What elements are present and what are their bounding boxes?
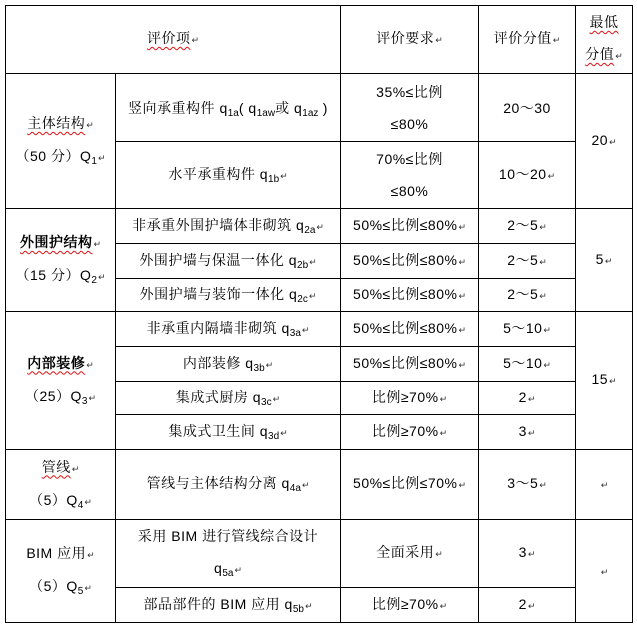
- item-label-text: ): [318, 99, 328, 116]
- requirement-text: 比例≥70%: [371, 388, 439, 405]
- min-score-cell[interactable]: [576, 520, 633, 623]
- requirement-text: 全面采用: [376, 544, 435, 560]
- paragraph-mark: ↵: [458, 360, 466, 371]
- paragraph-mark: ↵: [527, 428, 536, 439]
- score-value: 3: [518, 422, 527, 439]
- item-label-text: 水平承重构件 q: [168, 165, 269, 182]
- paragraph-mark: ↵: [301, 325, 310, 336]
- paragraph-mark: ↵: [308, 291, 317, 302]
- header-requirement-cell[interactable]: [341, 6, 479, 74]
- item-label-cell[interactable]: [116, 347, 341, 382]
- header-item-label: 评价项: [146, 30, 191, 46]
- item-label-subscript: 3d: [268, 430, 280, 442]
- item-label-cell[interactable]: [116, 312, 341, 347]
- score-cell[interactable]: [479, 347, 576, 382]
- min-score-value: 20: [591, 131, 609, 148]
- paragraph-mark: ↵: [458, 481, 466, 491]
- paragraph-mark: ↵: [304, 601, 313, 612]
- item-label-cell[interactable]: [116, 415, 341, 450]
- group-name: BIM 应用: [26, 545, 87, 561]
- item-label-text: 非承重内隔墙非砌筑 q: [146, 319, 290, 336]
- group-cell-envelope-structure[interactable]: [6, 209, 116, 312]
- paragraph-mark: ↵: [458, 222, 466, 233]
- group-points: （50 分）Q: [15, 148, 92, 164]
- requirement-cell[interactable]: [341, 588, 479, 623]
- requirement-cell[interactable]: [341, 450, 479, 520]
- requirement-text: ≤80%: [390, 115, 429, 132]
- paragraph-mark: ↵: [458, 325, 466, 336]
- requirement-text: 50%≤比例≤80%: [353, 319, 458, 336]
- requirement-text: 50%≤比例≤80%: [353, 285, 458, 302]
- paragraph-mark: ↵: [543, 325, 551, 336]
- item-label-cell[interactable]: [116, 520, 341, 588]
- requirement-cell[interactable]: [341, 209, 479, 244]
- min-score-cell[interactable]: [576, 74, 633, 209]
- item-label-subscript: 3c: [261, 396, 272, 408]
- min-score-cell[interactable]: [576, 312, 633, 450]
- group-points: （25）Q: [24, 387, 82, 404]
- group-points: （15 分）Q: [15, 267, 92, 283]
- item-label-subscript: 1b: [268, 173, 280, 185]
- item-label-subscript: 3a: [289, 327, 301, 339]
- score-cell[interactable]: [479, 142, 576, 209]
- item-label-text: 管线与主体结构分离 q: [146, 475, 290, 491]
- paragraph-mark: ↵: [191, 36, 200, 46]
- table-row: [6, 209, 633, 244]
- group-index: 4: [77, 499, 84, 511]
- paragraph-mark: ↵: [97, 273, 106, 283]
- score-cell[interactable]: [479, 520, 576, 588]
- score-value: 5～10: [503, 354, 543, 371]
- requirement-text: 50%≤比例≤80%: [353, 251, 458, 268]
- requirement-text: 50%≤比例≤80%: [353, 216, 458, 233]
- item-label-subscript: 2c: [297, 293, 308, 305]
- min-score-cell[interactable]: [576, 209, 633, 312]
- header-min-score-cell[interactable]: [576, 6, 633, 74]
- item-label-subscript: 2b: [297, 259, 309, 271]
- score-value: 10～20: [498, 165, 547, 182]
- table-row: [6, 312, 633, 347]
- table-row: [6, 74, 633, 142]
- score-value: 2～5: [507, 285, 539, 302]
- item-label-text: 集成式厨房 q: [175, 388, 262, 405]
- paragraph-mark: ↵: [527, 394, 536, 405]
- paragraph-mark: ↵: [86, 360, 94, 371]
- item-label-cell[interactable]: [116, 450, 341, 520]
- item-label-text: 或 q: [275, 99, 303, 116]
- paragraph-mark: ↵: [539, 222, 547, 233]
- group-index: 2: [91, 275, 97, 286]
- paragraph-mark: ↵: [301, 481, 310, 491]
- paragraph-mark: ↵: [265, 360, 274, 371]
- item-label-text: 竖向承重构件 q: [128, 99, 228, 116]
- paragraph-mark: ↵: [88, 393, 97, 404]
- item-label-text: 采用 BIM 进行管线综合设计: [137, 528, 319, 544]
- score-value: 3: [518, 544, 527, 560]
- score-cell[interactable]: [479, 279, 576, 312]
- requirement-cell[interactable]: [341, 520, 479, 588]
- item-label-text: 部品部件的 BIM 应用 q: [143, 595, 293, 612]
- paragraph-mark: ↵: [435, 36, 443, 46]
- score-cell[interactable]: [479, 588, 576, 623]
- group-points: （5）Q: [29, 578, 78, 594]
- score-cell[interactable]: [479, 382, 576, 415]
- paragraph-mark: ↵: [552, 36, 561, 46]
- group-cell-main-structure[interactable]: [6, 74, 116, 209]
- item-label-text: 非承重外围护墙体非砌筑 q: [132, 216, 305, 233]
- requirement-text: ≤80%: [390, 183, 429, 199]
- requirement-text: 50%≤比例≤70%: [353, 475, 458, 491]
- score-cell[interactable]: [479, 415, 576, 450]
- requirement-cell[interactable]: [341, 415, 479, 450]
- paragraph-mark: ↵: [439, 601, 448, 612]
- requirement-text: 50%≤比例≤80%: [353, 354, 458, 371]
- score-cell[interactable]: [479, 312, 576, 347]
- item-label-cell[interactable]: [116, 279, 341, 312]
- group-name: 管线: [41, 458, 71, 475]
- item-label-text: 外围护墙与保温一体化 q: [139, 251, 298, 268]
- paragraph-mark: ↵: [84, 584, 92, 594]
- paragraph-mark: ↵: [547, 171, 556, 182]
- paragraph-mark: ↵: [93, 240, 102, 250]
- score-value: 3～5: [507, 475, 539, 491]
- group-points: （5）Q: [29, 491, 78, 508]
- paragraph-mark: ↵: [309, 257, 317, 268]
- group-index: 1: [91, 156, 97, 167]
- requirement-cell[interactable]: [341, 347, 479, 382]
- item-label-text: ( q: [238, 99, 257, 116]
- header-min-score-label: 分值: [585, 46, 615, 62]
- item-label-subscript: 1aw: [256, 107, 276, 119]
- group-name: 外围护结构: [19, 234, 93, 250]
- header-score-cell[interactable]: [479, 6, 576, 74]
- min-score-cell[interactable]: [576, 450, 633, 520]
- score-value: 5～10: [503, 319, 543, 336]
- paragraph-mark: ↵: [84, 497, 92, 508]
- item-label-cell[interactable]: [116, 382, 341, 415]
- paragraph-mark: ↵: [527, 550, 536, 560]
- header-row: [6, 6, 633, 74]
- score-value: 2～5: [507, 216, 539, 233]
- group-cell-interior-finishing[interactable]: [6, 312, 116, 450]
- item-label-subscript: 3b: [253, 362, 265, 374]
- requirement-cell[interactable]: [341, 312, 479, 347]
- item-label-cell[interactable]: [116, 244, 341, 279]
- item-label-subscript: 4a: [289, 483, 301, 494]
- score-value: 2: [518, 595, 527, 612]
- header-score-label: 评价分值: [493, 30, 552, 46]
- score-cell[interactable]: [479, 74, 576, 142]
- group-name: 内部装修: [27, 354, 86, 371]
- item-label-text: q: [214, 560, 223, 576]
- score-value: 2: [518, 388, 527, 405]
- table-row: [6, 450, 633, 520]
- requirement-cell[interactable]: [341, 74, 479, 142]
- requirement-text: 比例≥70%: [371, 595, 439, 612]
- score-cell[interactable]: [479, 209, 576, 244]
- score-value: 2～5: [507, 251, 539, 268]
- paragraph-mark: ↵: [543, 360, 551, 371]
- item-label-text: 外围护墙与装饰一体化 q: [139, 285, 298, 302]
- item-label-subscript: 5a: [222, 568, 234, 579]
- score-cell[interactable]: [479, 450, 576, 520]
- item-label-cell[interactable]: [116, 209, 341, 244]
- score-cell[interactable]: [479, 244, 576, 279]
- item-label-text: 集成式卫生间 q: [168, 422, 269, 439]
- requirement-text: 70%≤比例: [376, 151, 443, 167]
- requirement-cell[interactable]: [341, 244, 479, 279]
- paragraph-mark: ↵: [600, 481, 609, 491]
- header-item-cell[interactable]: [6, 6, 341, 74]
- group-index: 5: [77, 586, 84, 597]
- paragraph-mark: ↵: [435, 550, 443, 560]
- item-label-cell[interactable]: [116, 142, 341, 209]
- paragraph-mark: ↵: [604, 256, 613, 267]
- group-index: 3: [81, 395, 88, 407]
- paragraph-mark: ↵: [316, 222, 324, 233]
- paragraph-mark: ↵: [615, 52, 623, 62]
- item-label-cell[interactable]: [116, 588, 341, 623]
- paragraph-mark: ↵: [439, 394, 448, 405]
- paragraph-mark: ↵: [439, 428, 448, 439]
- paragraph-mark: ↵: [527, 601, 536, 612]
- group-cell-pipelines[interactable]: [6, 450, 116, 520]
- min-score-value: 5: [595, 250, 604, 267]
- score-value: 20～30: [503, 99, 551, 116]
- min-score-value: 15: [591, 371, 609, 387]
- paragraph-mark: ↵: [539, 481, 547, 491]
- paragraph-mark: ↵: [458, 291, 466, 302]
- item-label-subscript: 2a: [304, 224, 316, 236]
- requirement-cell[interactable]: [341, 382, 479, 415]
- item-label-subscript: 5b: [292, 603, 304, 615]
- paragraph-mark: ↵: [609, 377, 617, 387]
- paragraph-mark: ↵: [600, 567, 609, 578]
- requirement-text: 比例≥70%: [371, 422, 439, 439]
- paragraph-mark: ↵: [539, 291, 547, 302]
- item-label-text: 内部装修 q: [182, 354, 254, 371]
- requirement-cell[interactable]: [341, 142, 479, 209]
- paragraph-mark: ↵: [272, 394, 281, 405]
- group-cell-bim[interactable]: [6, 520, 116, 623]
- paragraph-mark: ↵: [87, 551, 95, 561]
- paragraph-mark: ↵: [86, 121, 94, 131]
- paragraph-mark: ↵: [280, 171, 288, 182]
- evaluation-table: [5, 5, 633, 623]
- requirement-cell[interactable]: [341, 279, 479, 312]
- group-name: 主体结构: [27, 115, 86, 131]
- paragraph-mark: ↵: [458, 257, 466, 268]
- item-label-cell[interactable]: [116, 74, 341, 142]
- paragraph-mark: ↵: [97, 154, 106, 164]
- header-requirement-label: 评价要求: [376, 30, 435, 46]
- requirement-text: 35%≤比例: [376, 83, 443, 100]
- paragraph-mark: ↵: [234, 566, 242, 576]
- table-row: [6, 520, 633, 588]
- header-min-score-label: 最低: [589, 14, 619, 30]
- paragraph-mark: ↵: [71, 464, 80, 475]
- paragraph-mark: ↵: [539, 257, 547, 268]
- paragraph-mark: ↵: [280, 428, 288, 439]
- item-label-subscript: 1az: [302, 107, 319, 119]
- item-label-subscript: 1a: [227, 107, 239, 119]
- paragraph-mark: ↵: [609, 137, 617, 148]
